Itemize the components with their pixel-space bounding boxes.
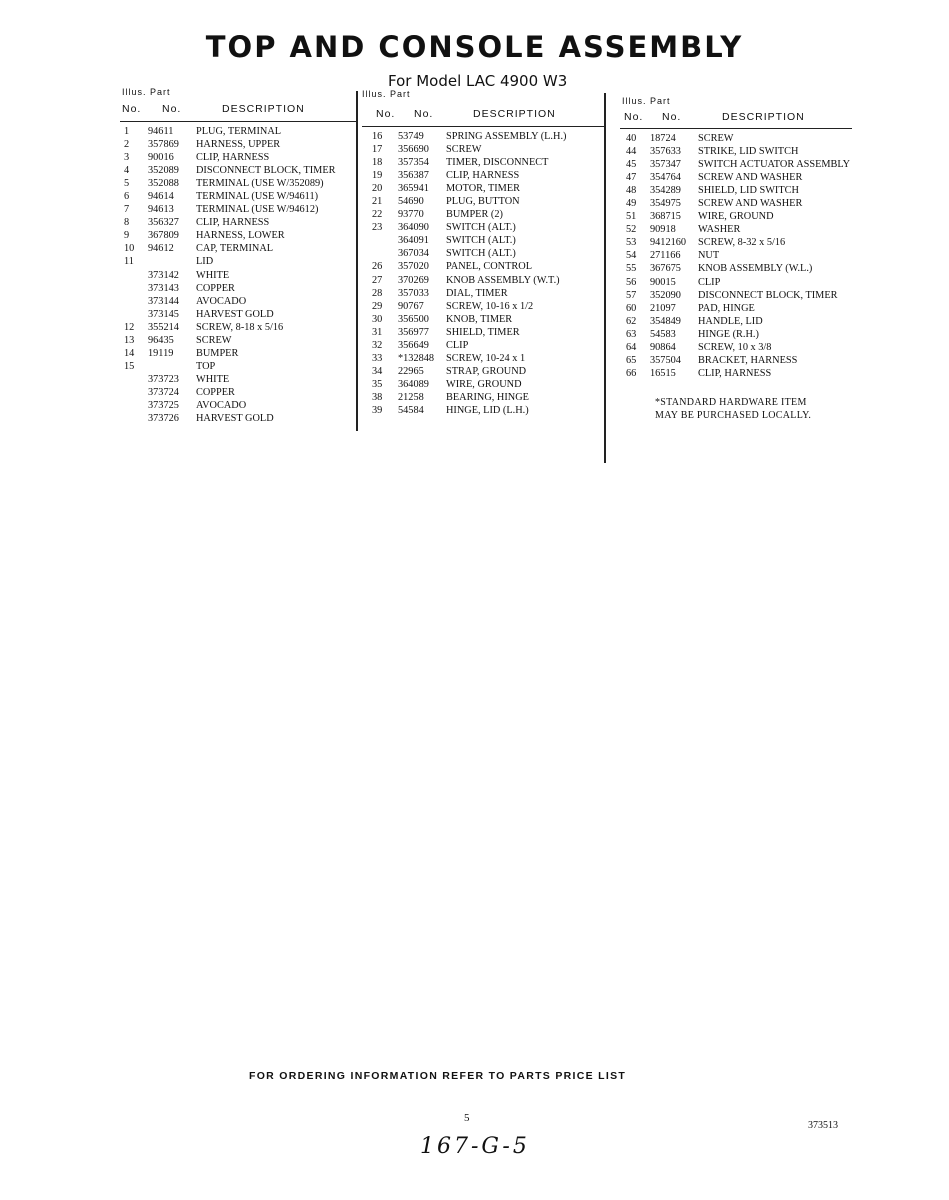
part-description: SPRING ASSEMBLY (L.H.) <box>446 131 567 142</box>
illus-number: 8 <box>124 217 130 229</box>
illus-number: 39 <box>372 404 383 416</box>
column-3-parts-list <box>626 132 866 380</box>
illus-number: 49 <box>626 198 637 210</box>
illus-number: 60 <box>626 302 637 314</box>
column-2-header-illus-no: No. <box>376 108 396 120</box>
illus-number: 4 <box>124 165 130 177</box>
part-description: HANDLE, LID <box>698 315 763 327</box>
part-number: 22965 <box>398 365 424 377</box>
part-description: PANEL, CONTROL <box>446 261 533 273</box>
parts-row <box>372 234 604 247</box>
part-number: 356649 <box>398 339 429 351</box>
parts-row <box>124 360 356 373</box>
illus-number: 64 <box>626 341 637 353</box>
illus-number: 7 <box>124 204 130 216</box>
part-description: MOTOR, TIMER <box>446 183 520 195</box>
parts-row <box>372 391 604 404</box>
illus-number: 51 <box>626 211 637 223</box>
part-description: HARNESS, LOWER <box>196 230 285 242</box>
parts-row <box>626 328 866 341</box>
part-number: 54583 <box>650 328 676 340</box>
illus-number: 19 <box>372 170 383 182</box>
illus-number: 21 <box>372 196 383 208</box>
part-number: 354289 <box>650 185 681 197</box>
column-2-parts-list <box>372 130 604 417</box>
illus-number: 52 <box>626 224 637 236</box>
parts-row <box>372 300 604 313</box>
part-number: 365941 <box>398 183 429 195</box>
illus-number: 2 <box>124 139 130 151</box>
parts-row <box>124 216 356 229</box>
part-description: NUT <box>698 250 720 262</box>
part-description: PLUG, TERMINAL <box>196 126 282 137</box>
part-number: 16515 <box>650 367 676 379</box>
parts-row <box>124 269 356 282</box>
parts-row <box>372 287 604 300</box>
parts-row <box>124 321 356 334</box>
part-description: LID <box>196 256 214 268</box>
illus-number: 56 <box>626 276 637 288</box>
part-number: 356977 <box>398 326 429 338</box>
parts-row <box>626 171 866 184</box>
part-description: KNOB ASSEMBLY (W.T.) <box>446 274 560 286</box>
part-description: AVOCADO <box>196 295 247 307</box>
part-number: 9412160 <box>650 237 687 249</box>
part-description: HARVEST GOLD <box>196 308 274 320</box>
part-number: 54690 <box>398 196 424 208</box>
part-description: SHIELD, LID SWITCH <box>698 185 799 197</box>
parts-row <box>626 210 866 223</box>
part-description: SWITCH (ALT.) <box>446 248 516 260</box>
part-number: 354849 <box>650 315 681 327</box>
part-description: CLIP, HARNESS <box>698 367 772 379</box>
parts-row <box>124 125 356 138</box>
parts-row <box>372 143 604 156</box>
part-number: 352090 <box>650 289 681 301</box>
part-description: HINGE (R.H.) <box>698 328 759 340</box>
part-number: 356387 <box>398 170 429 182</box>
part-description: WHITE <box>196 269 230 281</box>
illus-number: 40 <box>626 133 637 144</box>
part-description: TOP <box>196 360 216 372</box>
part-description: BUMPER (2) <box>446 209 503 221</box>
illus-number: 9 <box>124 230 130 242</box>
part-description: AVOCADO <box>196 399 247 411</box>
illus-number: 6 <box>124 191 130 203</box>
part-description: DISCONNECT BLOCK, TIMER <box>698 289 838 301</box>
part-description: DIAL, TIMER <box>446 287 508 299</box>
parts-row <box>372 182 604 195</box>
parts-row <box>124 255 356 268</box>
part-description: SCREW, 10-24 x 1 <box>446 352 526 364</box>
illus-number: 62 <box>626 315 637 327</box>
part-number: 364090 <box>398 222 429 234</box>
part-description: HARVEST GOLD <box>196 413 274 425</box>
part-number: 373724 <box>148 386 179 398</box>
parts-row <box>372 378 604 391</box>
part-number: 373145 <box>148 308 179 320</box>
illus-number: 54 <box>626 250 637 262</box>
part-description: SCREW, 10 x 3/8 <box>698 341 772 353</box>
parts-row <box>626 315 866 328</box>
parts-row <box>626 197 866 210</box>
illus-number: 53 <box>626 237 637 249</box>
illus-number: 38 <box>372 391 383 403</box>
part-number: 354975 <box>650 198 681 210</box>
part-number: 357020 <box>398 261 429 273</box>
part-number: 370269 <box>398 274 429 286</box>
part-description: KNOB, TIMER <box>446 313 513 325</box>
parts-row <box>124 229 356 242</box>
part-description: CLIP, HARNESS <box>196 217 270 229</box>
part-number: 356690 <box>398 144 429 156</box>
parts-row <box>124 308 356 321</box>
illus-number: 55 <box>626 263 637 275</box>
part-description: STRAP, GROUND <box>446 365 527 377</box>
part-number: 373143 <box>148 282 179 294</box>
illus-number: 33 <box>372 352 383 364</box>
illus-number: 66 <box>626 367 637 379</box>
part-description: CAP, TERMINAL <box>196 243 274 255</box>
illus-number: 44 <box>626 146 637 158</box>
part-number: 354764 <box>650 172 681 184</box>
column-3-header-description: DESCRIPTION <box>722 111 805 123</box>
part-number: 18724 <box>650 133 676 144</box>
parts-row <box>372 339 604 352</box>
parts-row <box>124 203 356 216</box>
part-description: WASHER <box>698 224 741 236</box>
column-divider-2 <box>604 93 606 463</box>
parts-row <box>372 326 604 339</box>
illus-number: 3 <box>124 152 130 164</box>
part-number: 352089 <box>148 165 179 177</box>
illus-number: 10 <box>124 243 135 255</box>
part-number: 357347 <box>650 159 681 171</box>
part-number: 364089 <box>398 378 429 390</box>
column-1-header-description: DESCRIPTION <box>222 103 305 115</box>
parts-row <box>372 313 604 326</box>
part-description: PLUG, BUTTON <box>446 196 520 208</box>
part-description: HINGE, LID (L.H.) <box>446 404 529 416</box>
part-description: BEARING, HINGE <box>446 391 529 403</box>
part-number: 373726 <box>148 413 179 425</box>
part-number: 21097 <box>650 302 676 314</box>
illus-number: 28 <box>372 287 383 299</box>
illus-number: 11 <box>124 256 134 268</box>
parts-row <box>124 164 356 177</box>
illus-number: 45 <box>626 159 637 171</box>
part-description: SCREW, 8-18 x 5/16 <box>196 321 284 333</box>
part-description: SCREW AND WASHER <box>698 198 803 210</box>
parts-row <box>124 412 356 425</box>
parts-row <box>124 151 356 164</box>
parts-row <box>372 274 604 287</box>
part-description: TIMER, DISCONNECT <box>446 157 549 169</box>
parts-row <box>124 399 356 412</box>
part-number: 93770 <box>398 209 424 221</box>
part-description: WIRE, GROUND <box>446 378 522 390</box>
illus-number: 31 <box>372 326 383 338</box>
parts-row <box>372 195 604 208</box>
part-description: STRIKE, LID SWITCH <box>698 146 799 158</box>
parts-row <box>372 247 604 260</box>
illus-number: 23 <box>372 222 383 234</box>
part-description: SHIELD, TIMER <box>446 326 520 338</box>
part-description: TERMINAL (USE W/94612) <box>196 204 319 216</box>
illus-number: 48 <box>626 185 637 197</box>
parts-row <box>626 289 866 302</box>
parts-row <box>124 373 356 386</box>
parts-row <box>124 334 356 347</box>
column-1-header-top: Illus. Part <box>122 87 171 97</box>
part-description: COPPER <box>196 282 235 294</box>
page-title: TOP AND CONSOLE ASSEMBLY <box>205 30 744 64</box>
model-subtitle: For Model LAC 4900 W3 <box>388 72 568 90</box>
illus-number: 63 <box>626 328 637 340</box>
parts-row <box>124 138 356 151</box>
parts-row <box>626 249 866 262</box>
part-number: 19119 <box>148 347 174 359</box>
part-number: 373725 <box>148 399 179 411</box>
part-number: 90864 <box>650 341 676 353</box>
ordering-info-footer: FOR ORDERING INFORMATION REFER TO PARTS PRICE LIST <box>249 1070 627 1082</box>
column-1-parts-list <box>124 125 356 425</box>
part-number: 357633 <box>650 146 681 158</box>
part-number: 367675 <box>650 263 681 275</box>
part-number: 373723 <box>148 373 179 385</box>
part-number: 53749 <box>398 131 424 142</box>
part-number: 94612 <box>148 243 174 255</box>
parts-row <box>626 262 866 275</box>
part-description: TERMINAL (USE W/352089) <box>196 178 324 190</box>
parts-row <box>372 130 604 143</box>
illus-number: 16 <box>372 131 383 142</box>
part-number: 357504 <box>650 354 681 366</box>
illus-number: 15 <box>124 360 135 372</box>
part-number: 356500 <box>398 313 429 325</box>
part-number: 356327 <box>148 217 179 229</box>
part-number: 94614 <box>148 191 174 203</box>
part-description: CLIP <box>446 339 469 351</box>
parts-row <box>124 177 356 190</box>
handwritten-note: 167-G-5 <box>420 1134 530 1159</box>
part-number: 94611 <box>148 126 174 137</box>
part-description: HARNESS, UPPER <box>196 139 281 151</box>
column-3-header-top: Illus. Part <box>622 96 671 106</box>
parts-row <box>124 282 356 295</box>
part-description: WHITE <box>196 373 230 385</box>
part-number: 96435 <box>148 334 174 346</box>
illus-number: 14 <box>124 347 135 359</box>
illus-number: 22 <box>372 209 383 221</box>
part-description: TERMINAL (USE W/94611) <box>196 191 319 203</box>
part-description: SCREW AND WASHER <box>698 172 803 184</box>
illus-number: 13 <box>124 334 135 346</box>
column-3-header-illus-no: No. <box>624 111 644 123</box>
parts-row <box>626 367 866 380</box>
parts-row <box>124 295 356 308</box>
parts-row <box>372 352 604 365</box>
parts-row <box>372 208 604 221</box>
column-1-header-part-no: No. <box>162 103 182 115</box>
hardware-note-line-2: MAY BE PURCHASED LOCALLY. <box>655 410 812 421</box>
part-number: 364091 <box>398 235 429 247</box>
parts-row <box>626 223 866 236</box>
parts-row <box>124 190 356 203</box>
part-description: SCREW <box>196 334 232 346</box>
parts-row <box>626 276 866 289</box>
part-number: 357869 <box>148 139 179 151</box>
parts-row <box>372 169 604 182</box>
illus-number: 30 <box>372 313 383 325</box>
column-divider-1 <box>356 91 358 431</box>
column-2-header-top: Illus. Part <box>362 89 411 99</box>
part-number: 90918 <box>650 224 676 236</box>
illus-number: 20 <box>372 183 383 195</box>
illus-number: 65 <box>626 354 637 366</box>
parts-row <box>626 302 866 315</box>
parts-row <box>626 236 866 249</box>
illus-number: 5 <box>124 178 130 190</box>
column-3-header-rule <box>620 128 852 129</box>
illus-number: 1 <box>124 126 130 137</box>
parts-row <box>372 156 604 169</box>
part-description: DISCONNECT BLOCK, TIMER <box>196 165 336 177</box>
part-number: *132848 <box>398 352 435 364</box>
part-number: 367809 <box>148 230 179 242</box>
illus-number: 47 <box>626 172 637 184</box>
part-number: 21258 <box>398 391 424 403</box>
part-description: BRACKET, HARNESS <box>698 354 798 366</box>
part-description: COPPER <box>196 386 235 398</box>
illus-number: 29 <box>372 300 383 312</box>
illus-number: 26 <box>372 261 383 273</box>
illus-number: 27 <box>372 274 383 286</box>
parts-row <box>626 184 866 197</box>
part-description: SWITCH (ALT.) <box>446 222 516 234</box>
illus-number: 57 <box>626 289 637 301</box>
document-number: 373513 <box>808 1120 838 1131</box>
part-description: WIRE, GROUND <box>698 211 774 223</box>
column-3-header-part-no: No. <box>662 111 682 123</box>
part-description: SWITCH (ALT.) <box>446 235 516 247</box>
part-number: 90015 <box>650 276 676 288</box>
illus-number: 32 <box>372 339 383 351</box>
part-description: SWITCH ACTUATOR ASSEMBLY <box>698 159 851 171</box>
illus-number: 17 <box>372 144 383 156</box>
part-number: 90016 <box>148 152 174 164</box>
part-description: KNOB ASSEMBLY (W.L.) <box>698 263 813 275</box>
part-number: 352088 <box>148 178 179 190</box>
parts-row <box>372 260 604 273</box>
part-number: 355214 <box>148 321 179 333</box>
column-1-header-rule <box>120 121 356 122</box>
part-description: PAD, HINGE <box>698 302 755 314</box>
illus-number: 35 <box>372 378 383 390</box>
column-2-header-part-no: No. <box>414 108 434 120</box>
parts-row <box>372 221 604 234</box>
parts-row <box>124 386 356 399</box>
part-description: CLIP, HARNESS <box>446 170 520 182</box>
part-number: 357354 <box>398 157 429 169</box>
parts-row <box>626 354 866 367</box>
part-description: CLIP, HARNESS <box>196 152 270 164</box>
part-number: 90767 <box>398 300 424 312</box>
part-number: 94613 <box>148 204 174 216</box>
parts-row <box>626 158 866 171</box>
parts-row <box>626 132 866 145</box>
illus-number: 12 <box>124 321 135 333</box>
part-number: 367034 <box>398 248 429 260</box>
part-description: SCREW, 10-16 x 1/2 <box>446 300 534 312</box>
parts-row <box>124 242 356 255</box>
hardware-note <box>655 396 811 422</box>
part-number: 373142 <box>148 269 179 281</box>
parts-row <box>124 347 356 360</box>
part-description: SCREW <box>446 144 482 156</box>
column-1-header-illus-no: No. <box>122 103 142 115</box>
part-number: 54584 <box>398 404 424 416</box>
parts-row <box>372 365 604 378</box>
column-2-header-description: DESCRIPTION <box>473 108 556 120</box>
part-description: CLIP <box>698 276 721 288</box>
part-number: 357033 <box>398 287 429 299</box>
part-number: 373144 <box>148 295 179 307</box>
parts-row <box>626 341 866 354</box>
part-description: SCREW <box>698 133 734 144</box>
page-number: 5 <box>464 1112 470 1124</box>
illus-number: 18 <box>372 157 383 169</box>
illus-number: 34 <box>372 365 383 377</box>
part-number: 271166 <box>650 250 681 262</box>
hardware-note-line-1: *STANDARD HARDWARE ITEM <box>655 397 807 408</box>
parts-row <box>626 145 866 158</box>
part-description: SCREW, 8-32 x 5/16 <box>698 237 786 249</box>
column-2-header-rule <box>362 126 604 127</box>
part-number: 368715 <box>650 211 681 223</box>
parts-row <box>372 404 604 417</box>
part-description: BUMPER <box>196 347 239 359</box>
